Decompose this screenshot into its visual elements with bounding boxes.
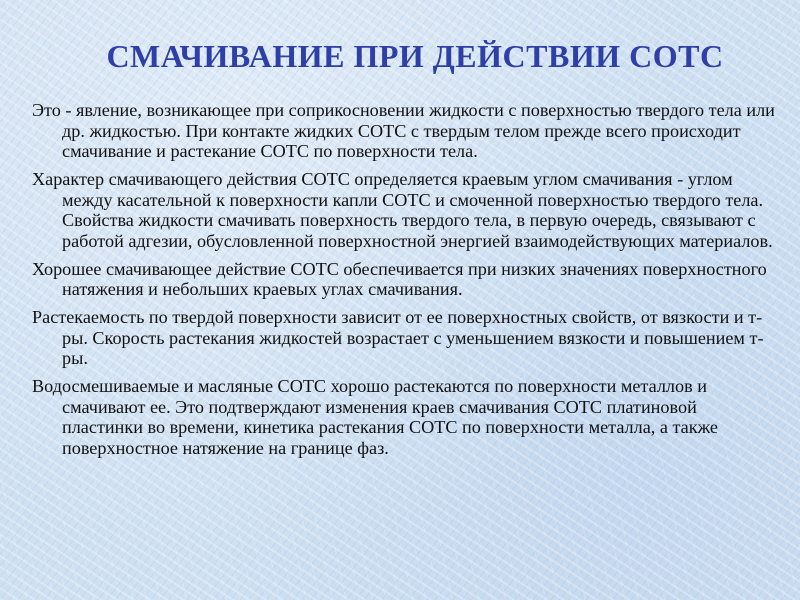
slide-title: СМАЧИВАНИЕ ПРИ ДЕЙСТВИИ СОТС [106,38,724,74]
paragraph-spreadability: Растекаемость по твердой поверхности зависит от ее поверхностных свойств, от вязкости и т-ры. Скорость растекания жидкостей возрастает с уменьшением вязкости и повышением т-ры. [32,307,764,368]
paragraph-wetting-angle: Характер смачивающего действия СОТС определяется краевым углом смачивания - углом между касательной к поверхности капли СОТС и смоченной поверхностью твердого тела. Свойства жидкости смачивать поверхность твердого тела, в первую очередь, связывают с работой адгезии, обусловленной поверхностной энергией взаимодействующих материалов. [32,169,773,251]
slide-body [32,100,777,466]
paragraph-definition: Это - явление, возникающее при соприкосновении жидкости с поверхностью твердого тела или др. жидкостью. При контакте жидких СОТС с твердым телом прежде всего происходит смачивание и растекание СОТС по поверхности тела. [32,100,775,161]
paragraph-water-oil-cutting-fluids: Водосмешиваемые и масляные СОТС хорошо растекаются по поверхности металлов и смачивают ее. Это подтверждают изменения краев смачивания СОТС платиновой пластинки во времени, кинетика растекания СОТС по поверхности металла, а также поверхностное натяжение на границе фаз. [32,376,718,458]
paragraph-good-wetting: Хорошее смачивающее действие СОТС обеспечивается при низких значениях поверхностного натяжения и небольших краевых углах смачивания. [32,258,767,299]
